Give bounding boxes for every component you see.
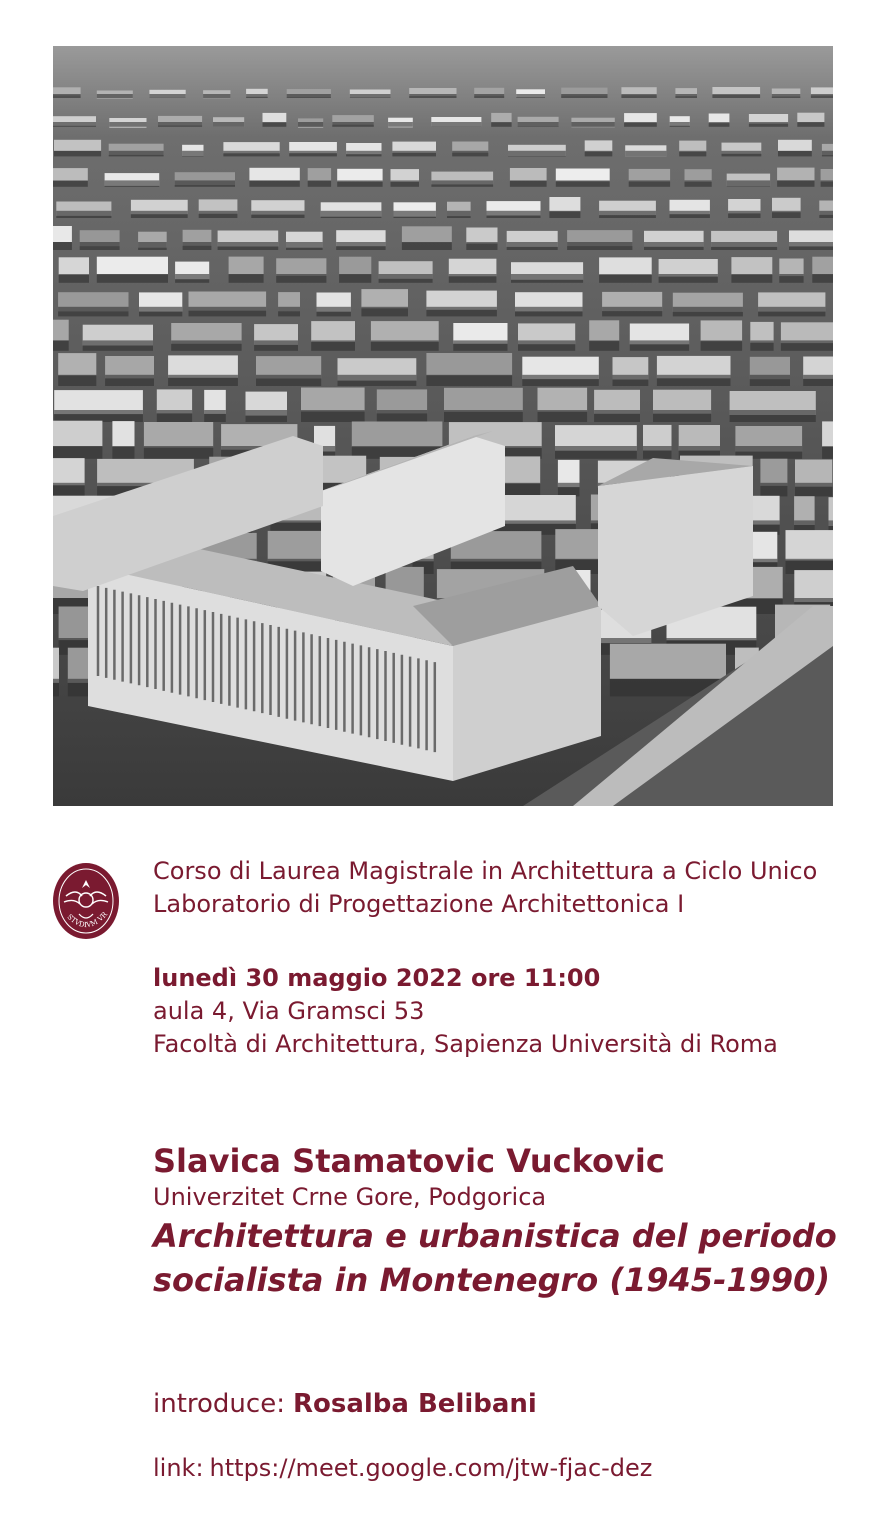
- aerial-city-photo: [53, 46, 833, 806]
- event-room: aula 4, Via Gramsci 53: [153, 997, 425, 1025]
- speaker-affiliation: Univerzitet Crne Gore, Podgorica: [153, 1183, 547, 1211]
- event-datetime: lunedì 30 maggio 2022 ore 11:00: [153, 964, 601, 992]
- sapienza-seal-icon: [52, 862, 120, 940]
- talk-title-line-2: socialista in Montenegro (1945-1990): [153, 1261, 831, 1299]
- link-label: link:: [153, 1454, 204, 1482]
- speaker-info: [153, 1140, 837, 1302]
- course-info: [153, 855, 817, 921]
- talk-title: [153, 1214, 837, 1302]
- introducer-name: Rosalba Belibani: [292, 1389, 537, 1419]
- course-name: Corso di Laurea Magistrale in Architettura a Ciclo Unico: [153, 857, 818, 885]
- meeting-link: [153, 1452, 652, 1484]
- lab-name: Laboratorio di Progettazione Architettonica I: [153, 890, 685, 918]
- aerial-city-illustration: [53, 46, 833, 806]
- introducer-label: introduce:: [153, 1389, 285, 1419]
- event-info: [153, 962, 778, 1061]
- svg-text:STVDIVM VRBIS: STVDIVM VR: [65, 910, 109, 930]
- talk-title-line-1: Architettura e urbanistica del periodo: [153, 1217, 837, 1255]
- introducer: [153, 1386, 537, 1422]
- university-seal: [52, 862, 120, 940]
- speaker-name: Slavica Stamatovic Vuckovic: [153, 1142, 665, 1180]
- link-url[interactable]: https://meet.google.com/jtw-fjac-dez: [209, 1454, 653, 1482]
- event-venue: Facoltà di Architettura, Sapienza Università di Roma: [153, 1030, 778, 1058]
